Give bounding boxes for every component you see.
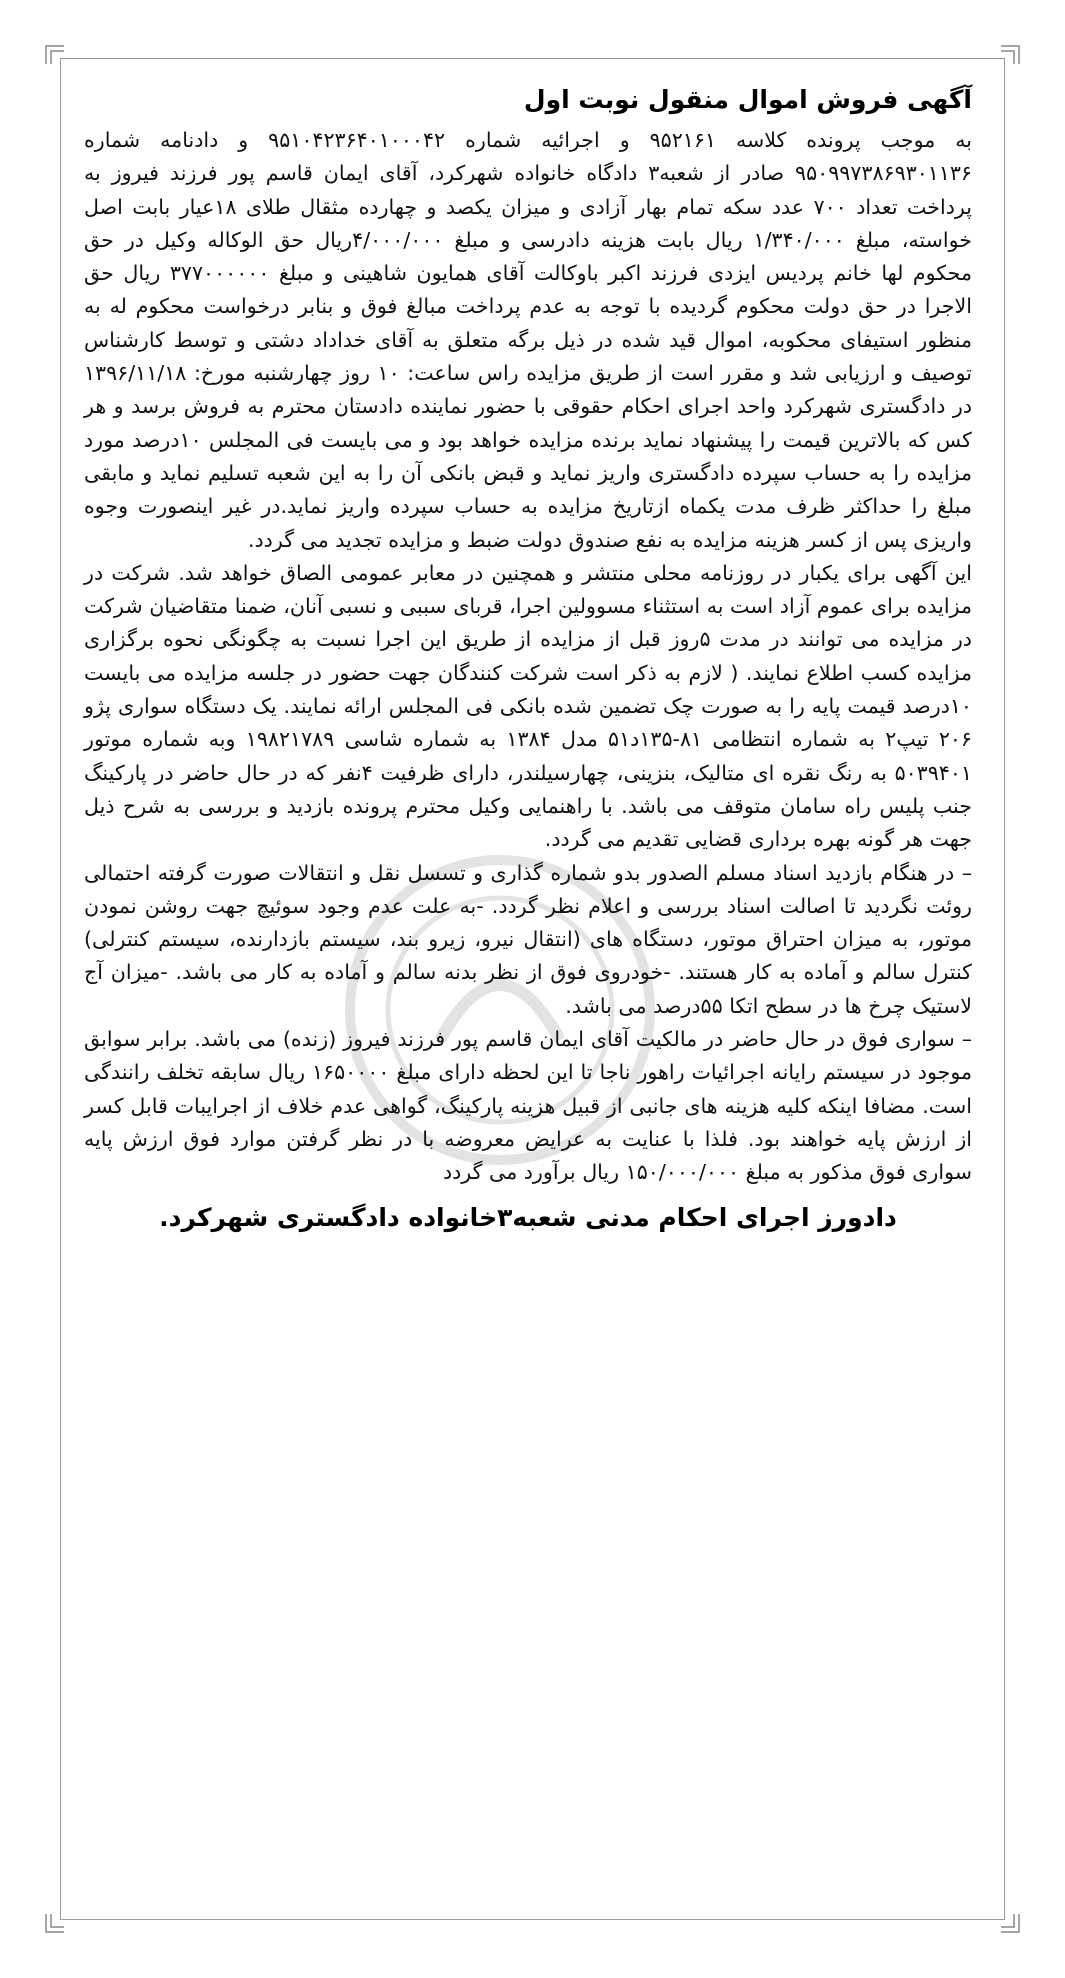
corner-ornament-icon	[997, 42, 1023, 68]
notice-title: آگهی فروش اموال منقول نوبت اول	[523, 85, 972, 114]
corner-ornament-icon	[42, 42, 68, 68]
notice-paragraph: – در هنگام بازدید اسناد مسلم الصدور بدو شماره گذاری و تسسل نقل و انتقالات صورت گرفته احتمالی روئت نگردید تا اصالت اسناد بررسی و اعلام نظر گردد. -به علت عدم وجود سوئیچ جهت روشن نمودن موتور، به میزان احتراق موتور، دستگاه های (انتقال نیرو، زیرو بند، سیستم بازدارنده، سیستم کنترلی) کنترل سالم و آماده به کار هستند. -خودروی فوق از نظر بدنه سالم و آماده به کار می باشد. -میزان آج لاستیک چرخ ها در سطح اتکا ۵۵درصد می باشد.	[84, 860, 972, 1018]
notice-paragraph: به موجب پرونده کلاسه ۹۵۲۱۶۱ و اجرائیه شماره ۹۵۱۰۴۲۳۶۴۰۱۰۰۰۴۲ و دادنامه شماره ۹۵۰۹۹۷۳۸۶۹۳۰۱۱۳۶ صادر از شعبه۳ دادگاه خانواده شهرکرد، آقای ایمان قاسم پور فرزند فیروز به پرداخت تعداد ۷۰۰ عدد سکه تمام بهار آزادی و میزان یکصد و چهارده مثقال طلای ۱۸عیار بابت اصل خواسته، مبلغ ۱/۳۴۰/۰۰۰ ریال بابت هزینه دادرسی و مبلغ ۴/۰۰۰/۰۰۰ریال حق الوکاله وکیل در حق محکوم لها خانم پردیس ایزدی فرزند اکبر باوکالت آقای همایون شاهینی و مبلغ ۳۷۷۰۰۰۰۰۰ ریال حق الاجرا در حق دولت محکوم گردیده با توجه به عدم پرداخت مبالغ فوق و بنابر درخواست محکوم له به منظور استیفای محکوبه، اموال قید شده در ذیل برگه متعلق به آقای خداداد دشتی و توسط کارشناس توصیف و ارزیابی شد و مقرر است از طریق مزایده راس ساعت: ۱۰ روز چهارشنبه مورخ: ۱۳۹۶/۱۱/۱۸ در دادگستری شهرکرد واحد اجرای احکام حقوقی با حضور نماینده دادستان محترم به فروش برسد و هر کس که بالاترین قیمت را پیشنهاد نماید برنده مزایده خواهد بود و می بایست فی المجلس ۱۰درصد مورد مزایده را به حساب سپرده دادگستری واریز نماید و قبض بانکی آن را به این شعبه تسلیم نماید و مابقی مبلغ را حداکثر ظرف مدت یکماه ازتاریخ مزایده به حساب سپرده واریز نماید.در غیر اینصورت وجوه واریزی پس از کسر هزینه مزایده به نفع صندوق دولت ضبط و مزایده تجدید می گردد.	[84, 128, 972, 552]
notice-signature: دادورز اجرای احکام مدنی شعبه۳خانواده دادگستری شهرکرد.	[159, 1202, 897, 1232]
corner-ornament-icon	[997, 1910, 1023, 1936]
notice-paragraph: – سواری فوق در حال حاضر در مالکیت آقای ایمان قاسم پور فرزند فیروز (زنده) می باشد. برابر سوابق موجود در سیستم رایانه اجرائیات راهور ناجا تا این لحظه دارای مبلغ ۱۶۵۰۰۰۰ ریال سابقه تخلف رانندگی است. مضافا اینکه کلیه هزینه های جانبی از قبیل هزینه پارکینگ، گواهی عدم خلاف از اجرایبات قابل کسر از ارزش پایه خواهند بود. فلذا با عنایت به عرایض معروضه با در نظر گرفتن موارد فوق ارزش پایه سواری فوق مذکور به مبلغ ۱۵۰/۰۰۰/۰۰۰ ریال برآورد می گردد	[84, 1027, 972, 1185]
notice-paragraph: این آگهی برای یکبار در روزنامه محلی منتشر و همچنین در معابر عمومی الصاق خواهد شد. شرکت در مزایده برای عموم آزاد است به استثناء مسوولین اجرا، قربای سببی و نسبی آنان، ضمنا متقاضیان شرکت در مزایده می توانند در مدت ۵روز قبل از مزایده از طریق این اجرا نسبت به چگونگی نحوه برگزاری مزایده کسب اطلاع نمایند. ( لازم به ذکر است شرکت کنندگان جهت حضور در جلسه مزایده می بایست ۱۰درصد قیمت پایه را به صورت چک تضمین شده بانکی فی المجلس ارائه نمایند. یک دستگاه سواری پژو ۲۰۶ تیپ۲ به شماره انتظامی ۸۱-۱۳۵د۵۱ مدل ۱۳۸۴ به شماره شاسی ۱۹۸۲۱۷۸۹ وبه شماره موتور ۵۰۳۹۴۰۱ به رنگ نقره ای متالیک، بنزینی، چهارسیلندر، دارای ظرفیت ۴نفر که در حال حاضر در پارکینگ جنب پلیس راه سامان متوقف می باشد. با راهنمایی وکیل محترم پرونده بازدید و بررسی به شرح ذیل جهت هر گونه بهره برداری قضایی تقدیم می گردد.	[84, 560, 972, 852]
corner-ornament-icon	[42, 1910, 68, 1936]
auction-notice	[84, 82, 972, 1238]
